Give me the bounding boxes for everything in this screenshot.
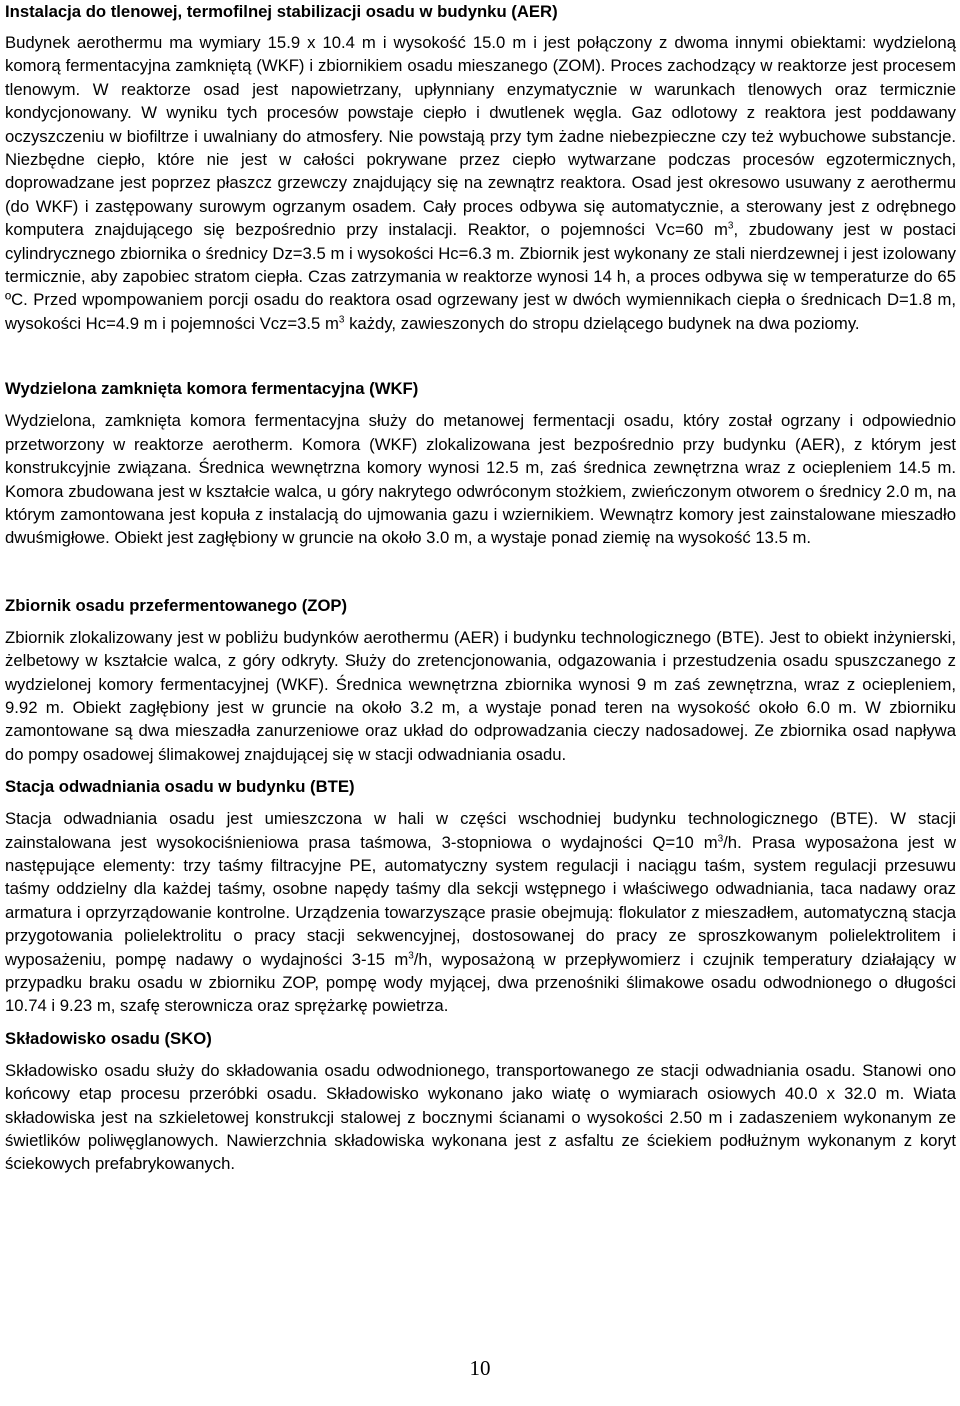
- paragraph-text: /h. Prasa wyposażona jest w następujące elementy: trzy taśmy filtracyjne PE, automatyczny system regulacji i naciągu taśm, system regulacji przesuwu taśmy oddzielny dla każdej taśmy, osobne napędy taśmy dla sekcji wstępnego i właściwego odwadniania, taca nadawy oraz armatura i oprzyrządowanie kontrolne. Urządzenia towarzyszące prasie obejmują: flokulator z mieszadłem, automatyczną stacja przygotowania polielektrolitu o pracy stacji sekwencyjnej, dostosowanej do pracy ze sproszkowanym polielektrolitem i wyposażeniu, pompę nadawy o wydajności 3-15 m: [5, 832, 956, 969]
- paragraph-text: Wydzielona, zamknięta komora fermentacyjna służy do metanowej fermentacji osadu, który został ogrzany i odpowiednio przetworzony w reaktorze aerotherm. Komora (WKF) zlokalizowana jest bezpośrednio przy budynku (AER), z którym jest konstrukcyjnie związana. Średnica wewnętrzna komory wynosi 12.5 m, zaś średnica zewnętrzna wraz z ociepleniem 14.5 m. Komora zbudowana jest w kształcie walca, u góry nakrytego odwróconym stożkiem, zwieńczonym otworem o średnicy 2.0 m, na którym zamontowana jest kopuła z instalacją do ujmowania gazu i wziernikiem. Wewnątrz komory jest zainstalowane mieszadło dwuśmigłowe. Obiekt jest zagłębiony w gruncie na około 3.0 m, a wystaje ponad ziemię na wysokość 13.5 m.: [5, 411, 956, 548]
- section-paragraph-sko: [5, 1059, 956, 1176]
- superscript-cubic: 3: [338, 314, 345, 326]
- section-paragraph-wkf: [5, 409, 956, 549]
- document-page: [5, 0, 956, 1176]
- paragraph-text: Stacja odwadniania osadu jest umieszczona w hali w części wschodniej budynku technologicznego (BTE). W stacji zainstalowana jest wysokociśnieniowa prasa taśmowa, 3-stopniowa o wydajności Q=10 m: [5, 809, 956, 852]
- superscript-cubic: 3: [727, 220, 734, 232]
- paragraph-text: każdy, zawieszonych do stropu dzielącego budynek na dwa poziomy.: [344, 313, 860, 333]
- paragraph-text: Budynek aerothermu ma wymiary 15.9 x 10.4 m i wysokość 15.0 m i jest połączony z dwoma innymi obiektami: wydzieloną komorą fermentacyjna zamkniętą (WKF) i zbiornikiem osadu mieszanego (ZOM). Proces zachodzący w reaktorze jest procesem tlenowym. W reaktorze osad jest napowietrzany, upłynniany enzymatycznie w warunkach tlenowych oraz termicznie kondycjonowany. W wyniku tych procesów powstaje ciepło i dwutlenek węgla. Gaz odlotowy z reaktora jest poddawany oczyszczeniu w biofiltrze i uwalniany do atmosfery. Nie powstają przy tym żadne niebezpieczne czy też wybuchowe substancje. Niezbędne ciepło, które nie jest w całości pokrywane przez ciepło wytwarzane podczas procesów egzotermicznych, doprowadzane jest poprzez płaszcz grzewczy znajdujący się na zewnątrz reaktora. Osad jest okresowo usuwany z aerothermu (do WKF) i zastępowany surowym ogrzanym osadem. Cały proces odbywa się automatycznie, a sterowany jest z odrębnego komputera znajdującego się bezpośrednio przy instalacji. Reaktor, o pojemności Vc=60 m: [5, 33, 956, 240]
- paragraph-text: /h, wyposażoną w przepływomierz i czujnik temperatury działający w przypadku braku osadu w zbiorniku ZOP, pompę wody myjącej, dwa przenośniki ślimakowe osadu odwodnionego o długości 10.74 i 9.23 m, szafę sterownicza oraz sprężarkę powietrza.: [5, 949, 956, 1016]
- section-paragraph-aer: [5, 31, 956, 335]
- paragraph-text: Zbiornik zlokalizowany jest w pobliżu budynków aerothermu (AER) i budynku technologicznego (BTE). Jest to obiekt inżynierski, żelbetowy w kształcie walca, z góry odkryty. Służy do zretencjonowania, odgazowania i przestudzenia osadu spuszczanego z wydzielonej komory fermentacyjnej (WKF). Średnica wewnętrzna zbiornika wynosi 9 m zaś zewnętrzna, wraz z ociepleniem, 9.92 m. Obiekt zagłębiony jest w gruncie na około 3.2 m, a wystaje ponad teren na wysokość około 6.0 m. W zbiorniku zamontowane są dwa mieszadła zanurzeniowe oraz układ do odprowadzania cieczy nadosadowej. Ze zbiornika osad napływa do pompy osadowej ślimakowej znajdującej się w stacji odwadniania osadu.: [5, 627, 956, 764]
- paragraph-text: Składowisko osadu służy do składowania osadu odwodnionego, transportowanego ze stacji odwadniania osadu. Stanowi ono końcowy etap procesu przeróbki osadu. Składowisko wykonano jako wiatę o wymiarach osiowych 40.0 x 32.0 m. Wiata składowiska jest na szkieletowej konstrukcji stalowej z bocznymi ścianami o wysokości 2.50 m i zadaszeniem wykonanym ze świetlików poliwęglanowych. Nawierzchnia składowiska wykonana jest z asfaltu ze ściekiem podłużnym wykonanym z koryt ściekowych prefabrykowanych.: [5, 1060, 956, 1174]
- section-heading-zop: Zbiornik osadu przefermentowanego (ZOP): [5, 595, 348, 615]
- superscript-cubic: 3: [408, 950, 414, 962]
- section-heading-aer: Instalacja do tlenowej, termofilnej stabilizacji osadu w budynku (AER): [5, 2, 558, 21]
- section-heading-sko: Składowisko osadu (SKO): [5, 1028, 212, 1048]
- section-heading-wkf: Wydzielona zamknięta komora fermentacyjna (WKF): [5, 379, 419, 399]
- paragraph-text: , zbudowany jest w postaci cylindrycznego zbiornika o średnicy Dz=3.5 m i wysokości Hc=6.3 m. Zbiornik jest wykonany ze stali nierdzewnej i jest izolowany termicznie, aby zapobiec stratom ciepła. Czas zatrzymania w reaktorze wynosi 14 h, a proces odbywa się w temperaturze do 65 ºC. Przed wpompowaniem porcji osadu do reaktora osad ogrzewany jest w dwóch wymiennikach ciepła o średnicach D=1.8 m, wysokości Hc=4.9 m i pojemności Vcz=3.5 m: [5, 220, 957, 333]
- superscript-cubic: 3: [717, 833, 724, 844]
- section-heading-bte: Stacja odwadniania osadu w budynku (BTE): [5, 777, 355, 797]
- page-number: 10: [469, 1356, 491, 1380]
- section-paragraph-bte: [5, 807, 956, 1018]
- section-paragraph-zop: [5, 626, 956, 766]
